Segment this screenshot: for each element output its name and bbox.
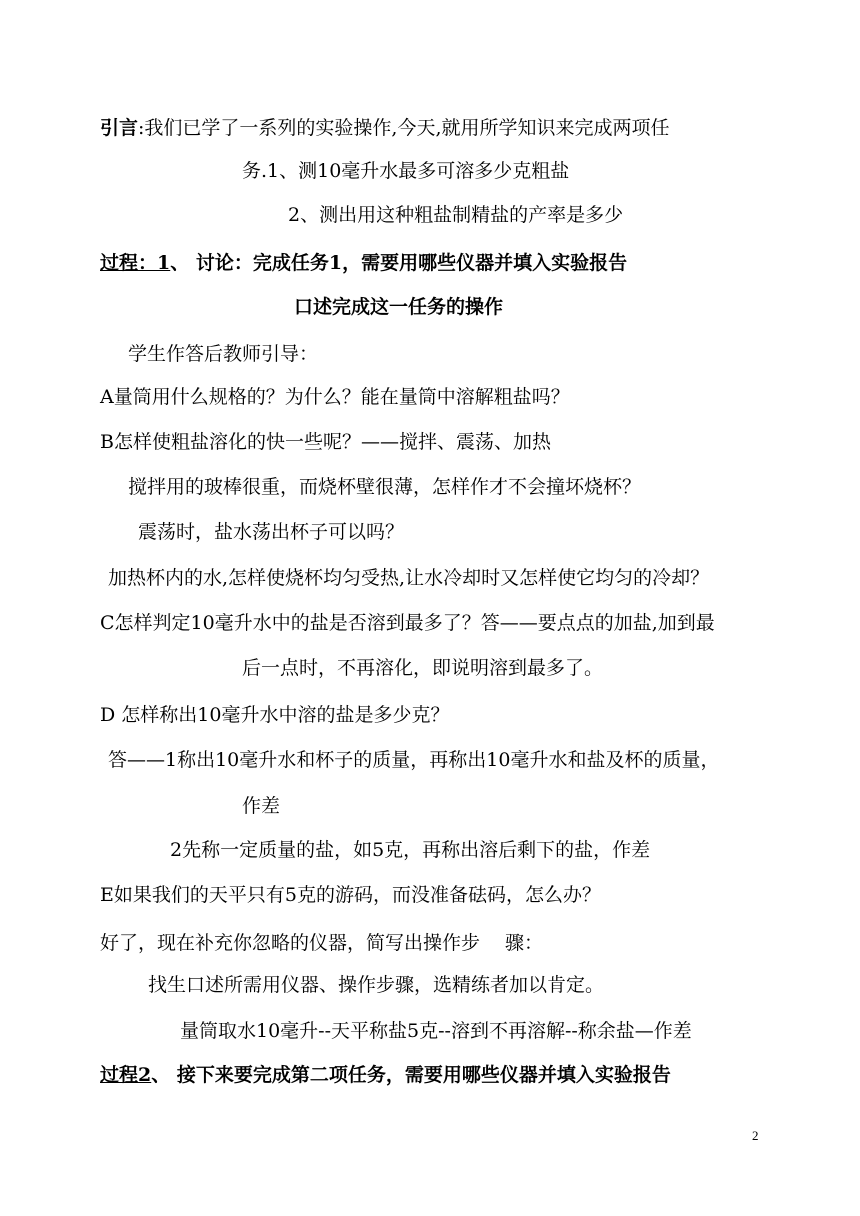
question-b-1: 搅拌用的玻棒很重，而烧杯壁很薄，怎样作才不会撞坏烧杯？ (128, 476, 642, 498)
question-b-3: 加热杯内的水,怎样使烧杯均匀受热,让水冷却时又怎样使它均匀的冷却？ (108, 567, 710, 589)
answer-d-1-cont: 作差 (242, 795, 281, 817)
answer-d-1: 答——1称出10毫升水和杯子的质量，再称出10毫升水和盐及杯的质量， (108, 749, 720, 771)
guide-line: 学生作答后教师引导： (128, 343, 319, 365)
process1-label: 过程：1 (100, 252, 171, 274)
question-a: A量筒用什么规格的？为什么？能在量筒中溶解粗盐吗？ (100, 386, 570, 408)
intro-line-2: 务.1、测10毫升水最多可溶多少克粗盐 (242, 160, 570, 182)
process2-label: 过程2 (100, 1064, 152, 1086)
question-c: C怎样判定10毫升水中的盐是否溶到最多了？答——要点点的加盐,加到最 (100, 612, 715, 634)
process1-subheading: 口述完成这一任务的操作 (294, 296, 504, 318)
student-line: 找生口述所需用仪器、操作步骤，选精练者加以肯定。 (148, 974, 605, 996)
answer-d-2: 2先称一定质量的盐，如5克，再称出溶后剩下的盐，作差 (170, 839, 651, 861)
process1-text: 、 讨论：完成任务1，需要用哪些仪器并填入实验报告 (170, 252, 628, 274)
intro-line-3: 2、测出用这种粗盐制精盐的产率是多少 (288, 204, 624, 226)
steps-line: 量筒取水10毫升--天平称盐5克--溶到不再溶解--称余盐—作差 (180, 1020, 692, 1042)
question-d: D 怎样称出10毫升水中溶的盐是多少克？ (100, 704, 450, 726)
question-e: E如果我们的天平只有5克的游码，而没准备砝码，怎么办？ (100, 884, 601, 906)
process2-heading (100, 1063, 671, 1087)
page-number: 2 (752, 1128, 759, 1143)
question-b: B怎样使粗盐溶化的快一些呢？——搅拌、震荡、加热 (100, 431, 551, 453)
process2-text: 、 接下来要完成第二项任务，需要用哪些仪器并填入实验报告 (151, 1064, 671, 1086)
intro-line-1 (100, 116, 670, 140)
intro-label: 引言 (100, 117, 139, 139)
intro-text: :我们已学了一系列的实验操作,今天,就用所学知识来完成两项任 (138, 117, 670, 139)
question-b-2: 震荡时，盐水荡出杯子可以吗？ (138, 521, 405, 543)
question-c-2: 后一点时，不再溶化，即说明溶到最多了。 (242, 657, 604, 679)
process1-heading (100, 251, 627, 275)
supplement-line: 好了，现在补充你忽略的仪器，简写出操作步 骤： (100, 932, 544, 954)
